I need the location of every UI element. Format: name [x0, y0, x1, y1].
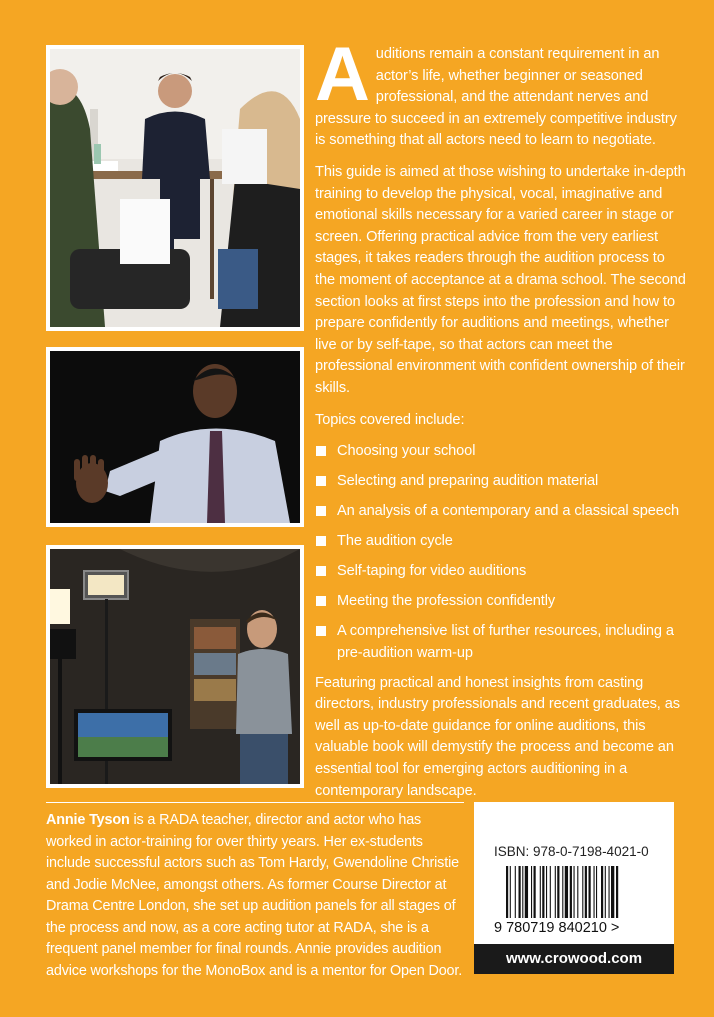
barcode-bar [555, 866, 556, 918]
barcode-bar [557, 866, 559, 918]
topic-text: Meeting the profession confidently [337, 593, 556, 610]
barcode-digits: 9 780719 840210 > [494, 920, 620, 936]
topic-text: Choosing your school [337, 443, 476, 460]
list-item [315, 531, 687, 553]
barcode-bar [594, 866, 595, 918]
author-bio-text: is a RADA teacher, director and actor who has worked in actor-training for over thirty years. Her ex-students include successful actors such as Tom Hardy, Gwendoline Christie and Jodie McNee, amongst others. As former Course Director at Drama Centre London, she set up audition panels for all stages of the process and now, as a core acting tutor at RADA, she is a frequent panel member for final rounds. Annie provides audition advice workshops for the MonoBox and is a mentor for Open Door. [46, 812, 463, 979]
bullet-square-icon [316, 446, 326, 456]
barcode-bar [506, 866, 508, 918]
isbn-panel [474, 802, 674, 974]
topic-text: Self-taping for video auditions [337, 563, 527, 580]
description-paragraph: This guide is aimed at those wishing to undertake in-depth training to develop the physical, vocal, imaginative and emotional skills necessary for a varied career in stage or screen. Offering practical advice from the very earliest stages, it takes readers through the audition process to the moment of acceptance at a drama school. The second section looks at first steps into the profession and how to prepare confidently for auditions and meetings, whether live or by self-tape, so that actors can meet the professional environment with confident ownership of their skills. [315, 163, 686, 396]
bullet-square-icon [316, 626, 326, 636]
topic-text: An analysis of a contemporary and a classical speech [337, 503, 679, 520]
topics-list [315, 441, 687, 664]
barcode-bar [546, 866, 547, 918]
barcode-bar [522, 866, 523, 918]
barcode-bar [601, 866, 603, 918]
barcode-bar [515, 866, 516, 918]
list-item [315, 591, 687, 613]
intro-text: uditions remain a constant requirement in an actor’s life, whether beginner or seasoned professional, and the attendant nerves and pressure to succeed in an extremely competitive industry is something that all actors need to learn to negotiate. [315, 46, 677, 149]
barcode-bar [585, 866, 587, 918]
self-tape-setup-photo [46, 545, 304, 788]
topics-heading: Topics covered include: [315, 411, 465, 428]
barcode-bar [611, 866, 614, 918]
bullet-square-icon [316, 536, 326, 546]
drop-cap: A [315, 32, 370, 117]
barcode-bar [534, 866, 536, 918]
barcode-bar [565, 866, 568, 918]
barcode-bar [562, 866, 563, 918]
intro-paragraph [315, 32, 687, 152]
barcode-bar [589, 866, 591, 918]
isbn-label: ISBN: 978-0-7198-4021-0 [494, 844, 649, 859]
audition-room-photo [46, 45, 304, 331]
barcode-bar [519, 866, 521, 918]
barcode-bar [540, 866, 541, 918]
topic-text: The audition cycle [337, 533, 453, 550]
barcode-bar [570, 866, 572, 918]
publisher-website[interactable]: www.crowood.com [474, 944, 674, 974]
actor-performing-illustration [50, 351, 300, 523]
barcode-bar [550, 866, 551, 918]
list-item [315, 561, 687, 583]
audition-room-illustration [50, 49, 300, 327]
bullet-square-icon [316, 476, 326, 486]
bullet-square-icon [316, 506, 326, 516]
blurb-column [315, 32, 687, 812]
self-tape-setup-illustration [50, 549, 300, 784]
list-item [315, 501, 687, 523]
author-bio [46, 810, 466, 982]
list-item [315, 471, 687, 493]
barcode [494, 866, 659, 936]
bullet-square-icon [316, 566, 326, 576]
barcode-bar [542, 866, 544, 918]
barcode-bar [531, 866, 532, 918]
barcode-bar [596, 866, 597, 918]
barcode-bars [506, 866, 618, 918]
actor-performing-photo [46, 347, 304, 527]
bullet-square-icon [316, 596, 326, 606]
barcode-bar [577, 866, 578, 918]
bio-divider [46, 802, 464, 803]
barcode-bar [609, 866, 610, 918]
author-name: Annie Tyson [46, 812, 130, 828]
barcode-bar [616, 866, 618, 918]
list-item [315, 441, 687, 463]
barcode-bar [510, 866, 511, 918]
barcode-bar [605, 866, 606, 918]
barcode-bar [525, 866, 528, 918]
topic-text: Selecting and preparing audition material [337, 473, 599, 490]
topic-text: A comprehensive list of further resources, including a pre-audition warm-up [337, 623, 674, 661]
list-item [315, 621, 687, 664]
closing-paragraph: Featuring practical and honest insights from casting directors, industry professionals and recent graduates, as well as up-to-date guidance for online auditions, this valuable book will demystify the process and become an essential tool for emerging actors auditioning in a contemporary landscape. [315, 674, 680, 799]
barcode-bar [582, 866, 583, 918]
barcode-bar [574, 866, 575, 918]
